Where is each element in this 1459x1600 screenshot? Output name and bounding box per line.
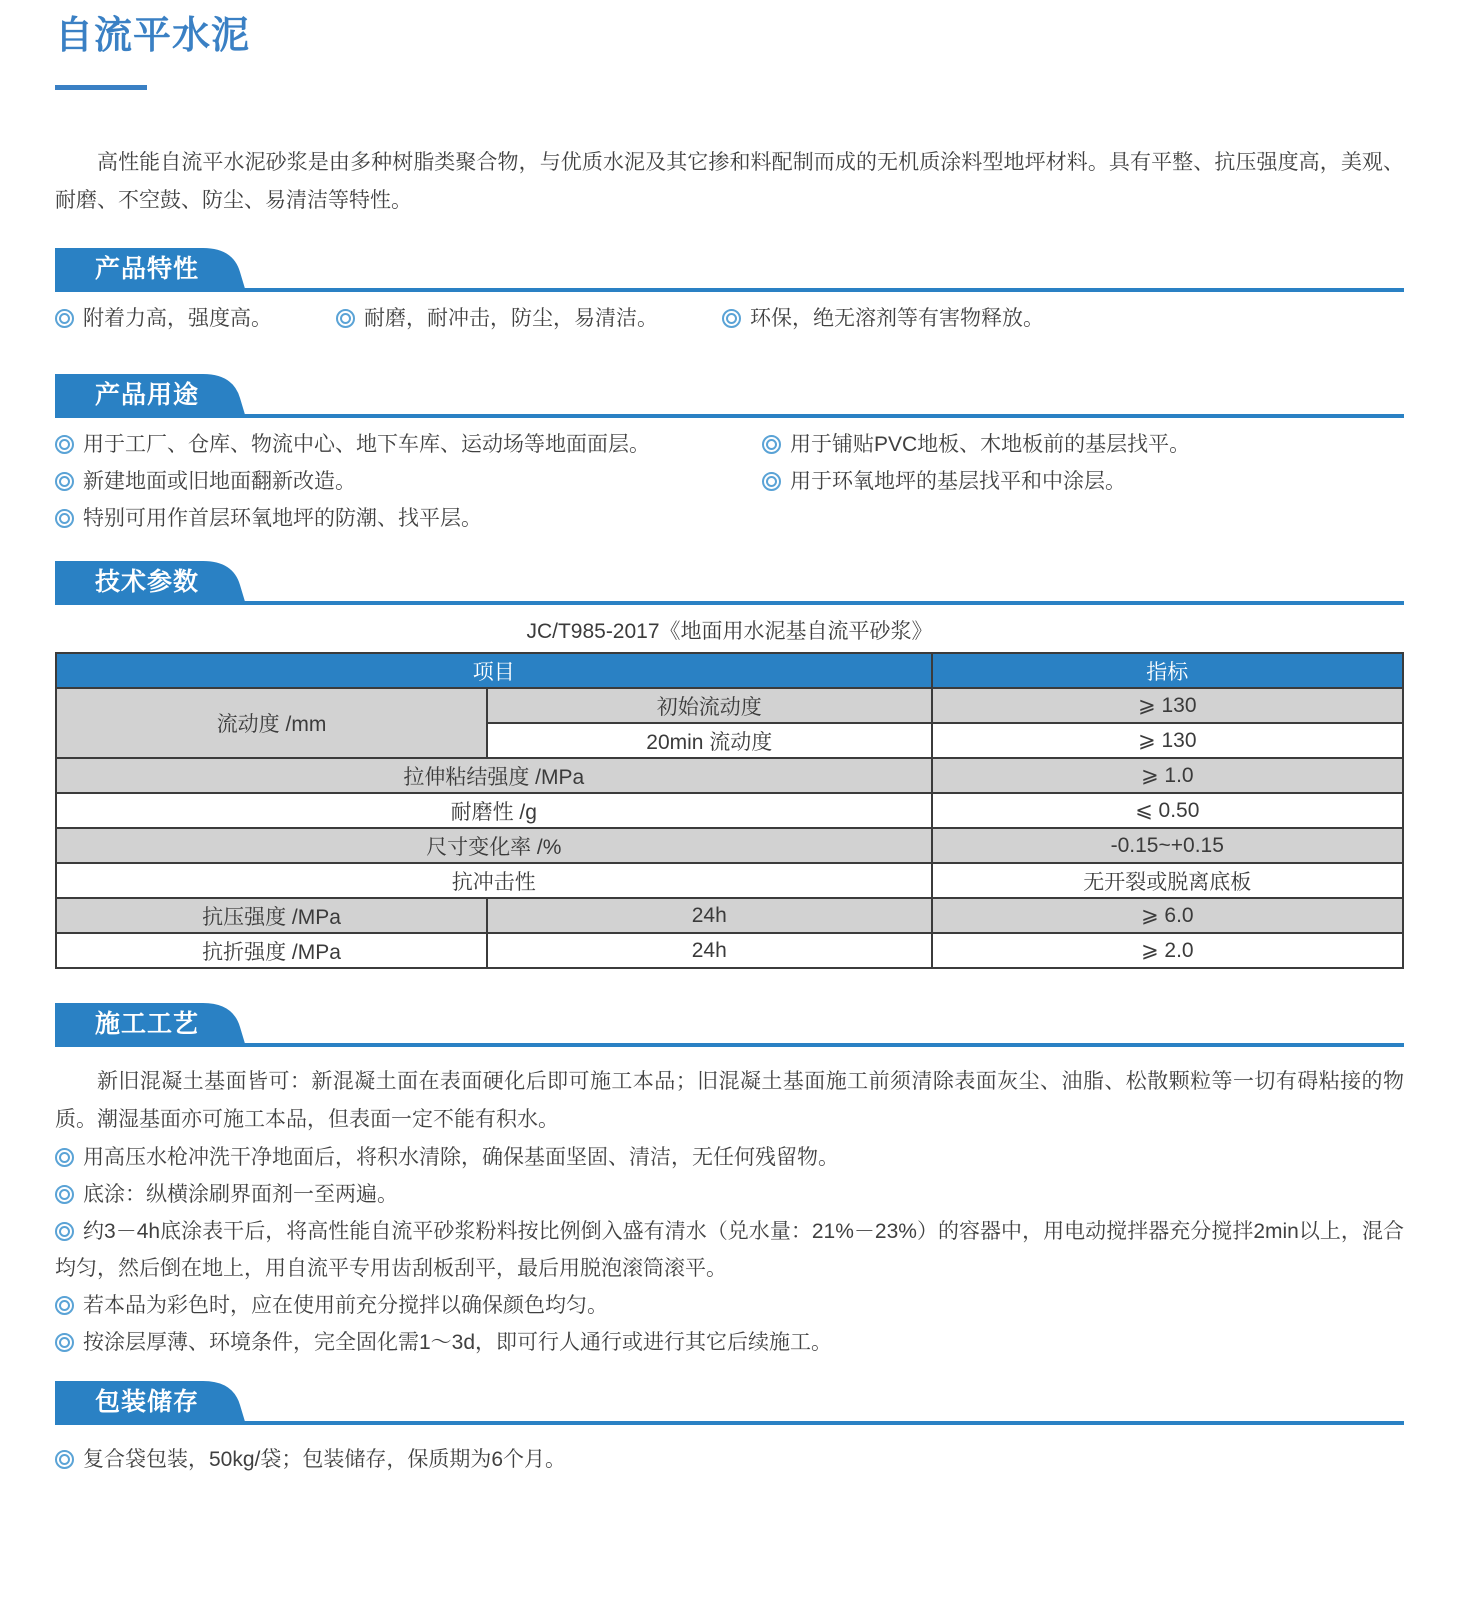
section-rule (55, 1421, 1404, 1425)
list-item (55, 1213, 1404, 1287)
bullseye-icon (55, 1450, 74, 1469)
col-header-project: 项目 (56, 653, 932, 688)
intro-paragraph: 高性能自流平水泥砂浆是由多种树脂类聚合物，与优质水泥及其它掺和料配制而成的无机质涂料型地坪材料。具有平整、抗压强度高，美观、耐磨、不空鼓、防尘、易清洁等特性。 (55, 151, 1404, 212)
bullseye-icon (55, 1185, 74, 1204)
table-row (56, 933, 1403, 968)
bullseye-icon (55, 1333, 74, 1352)
section-rule (55, 601, 1404, 605)
bullseye-icon (762, 472, 781, 491)
section-heading: 产品用途 (94, 381, 199, 409)
cell-item: 耐磨性 /g (56, 793, 932, 828)
list-item (55, 1324, 1404, 1361)
section-header-features (55, 248, 1404, 292)
list-item-text: 底涂：纵横涂刷界面剂一至两遍。 (83, 1183, 398, 1206)
cell-value: ⩾ 1.0 (932, 758, 1403, 793)
list-item (55, 500, 762, 537)
cell-item-sub: 初始流动度 (487, 688, 932, 723)
list-item-text: 用于环氧地坪的基层找平和中涂层。 (790, 470, 1126, 493)
list-item (336, 304, 658, 334)
table-header-row (56, 653, 1403, 688)
section-badge (55, 248, 251, 292)
section-heading: 施工工艺 (94, 1010, 199, 1038)
bullseye-icon (55, 509, 74, 528)
page-title: 自流平水泥 (55, 15, 251, 57)
list-item (55, 1441, 1404, 1478)
table-row (56, 793, 1403, 828)
cell-item: 尺寸变化率 /% (56, 828, 932, 863)
cell-item-sub: 24h (487, 898, 932, 933)
cell-item: 抗冲击性 (56, 863, 932, 898)
list-item (55, 463, 762, 500)
cell-item-sub: 24h (487, 933, 932, 968)
list-item-text: 特别可用作首层环氧地坪的防潮、找平层。 (83, 507, 482, 530)
process-list (55, 1139, 1404, 1361)
list-item (55, 1176, 1404, 1213)
bullseye-icon (722, 309, 741, 328)
list-item-text: 按涂层厚薄、环境条件，完全固化需1～3d，即可行人通行或进行其它后续施工。 (83, 1331, 833, 1354)
process-intro: 新旧混凝土基面皆可：新混凝土面在表面硬化后即可施工本品；旧混凝土基面施工前须清除表面灰尘、油脂、松散颗粒等一切有碍粘接的物质。潮湿基面亦可施工本品，但表面一定不能有积水。 (55, 1070, 1404, 1131)
section-header-process (55, 1003, 1404, 1047)
list-item (55, 1139, 1404, 1176)
list-item-text: 用于铺贴PVC地板、木地板前的基层找平。 (790, 433, 1191, 456)
list-item-text: 耐磨，耐冲击，防尘，易清洁。 (364, 307, 658, 330)
list-item-text: 用于工厂、仓库、物流中心、地下车库、运动场等地面面层。 (83, 433, 650, 456)
list-item (55, 426, 762, 463)
table-row (56, 828, 1403, 863)
cell-value: ⩽ 0.50 (932, 793, 1403, 828)
cell-value: 无开裂或脱离底板 (932, 863, 1403, 898)
features-list (55, 304, 1404, 334)
bullseye-icon (55, 472, 74, 491)
bullseye-icon (55, 309, 74, 328)
table-row (56, 688, 1403, 723)
list-item-text: 用高压水枪冲洗干净地面后，将积水清除，确保基面坚固、清洁，无任何残留物。 (83, 1146, 839, 1169)
cell-item-sub: 20min 流动度 (487, 723, 932, 758)
section-badge (55, 1381, 251, 1425)
bullseye-icon (762, 435, 781, 454)
col-header-index: 指标 (932, 653, 1403, 688)
table-row (56, 898, 1403, 933)
cell-item: 拉伸粘结强度 /MPa (56, 758, 932, 793)
section-heading: 包装储存 (94, 1388, 199, 1416)
cell-value: ⩾ 2.0 (932, 933, 1403, 968)
section-rule (55, 288, 1404, 292)
spec-table (55, 652, 1404, 969)
bullseye-icon (55, 1296, 74, 1315)
cell-value: ⩾ 6.0 (932, 898, 1403, 933)
bullseye-icon (55, 435, 74, 454)
uses-left-column (55, 426, 762, 537)
section-badge (55, 374, 251, 418)
list-item (55, 1287, 1404, 1324)
section-rule (55, 1043, 1404, 1047)
list-item-text: 新建地面或旧地面翻新改造。 (83, 470, 356, 493)
section-badge (55, 561, 251, 605)
list-item-text: 约3－4h底涂表干后，将高性能自流平砂浆粉料按比例倒入盛有清水（兑水量：21%－23%）的容器中，用电动搅拌器充分搅拌2min以上，混合均匀，然后倒在地上，用自流平专用齿刮板刮平，最后用脱泡滚筒滚平。 (55, 1220, 1404, 1280)
list-item-text: 若本品为彩色时，应在使用前充分搅拌以确保颜色均匀。 (83, 1294, 608, 1317)
cell-item-group: 流动度 /mm (56, 688, 487, 758)
bullseye-icon (336, 309, 355, 328)
list-item-text: 环保，绝无溶剂等有害物释放。 (750, 307, 1044, 330)
section-header-packaging (55, 1381, 1404, 1425)
list-item-text: 复合袋包装，50kg/袋；包装储存，保质期为6个月。 (83, 1448, 567, 1471)
bullseye-icon (55, 1222, 74, 1241)
section-badge (55, 1003, 251, 1047)
section-header-tech (55, 561, 1404, 605)
section-heading: 产品特性 (94, 255, 199, 283)
list-item-text: 附着力高，强度高。 (83, 307, 272, 330)
table-row (56, 758, 1403, 793)
uses-lists (55, 426, 1404, 537)
table-caption: JC/T985-2017《地面用水泥基自流平砂浆》 (526, 620, 933, 643)
section-heading: 技术参数 (94, 568, 199, 596)
list-item (762, 463, 1404, 500)
section-header-uses (55, 374, 1404, 418)
cell-item: 抗压强度 /MPa (56, 898, 487, 933)
table-row (56, 863, 1403, 898)
bullseye-icon (55, 1148, 74, 1167)
cell-item: 抗折强度 /MPa (56, 933, 487, 968)
list-item (55, 304, 272, 334)
list-item (722, 304, 1044, 334)
list-item (762, 426, 1404, 463)
section-rule (55, 414, 1404, 418)
cell-value: -0.15~+0.15 (932, 828, 1403, 863)
cell-value: ⩾ 130 (932, 723, 1403, 758)
title-underline (55, 85, 147, 90)
packaging-list (55, 1441, 1404, 1478)
cell-value: ⩾ 130 (932, 688, 1403, 723)
uses-right-column (762, 426, 1404, 537)
